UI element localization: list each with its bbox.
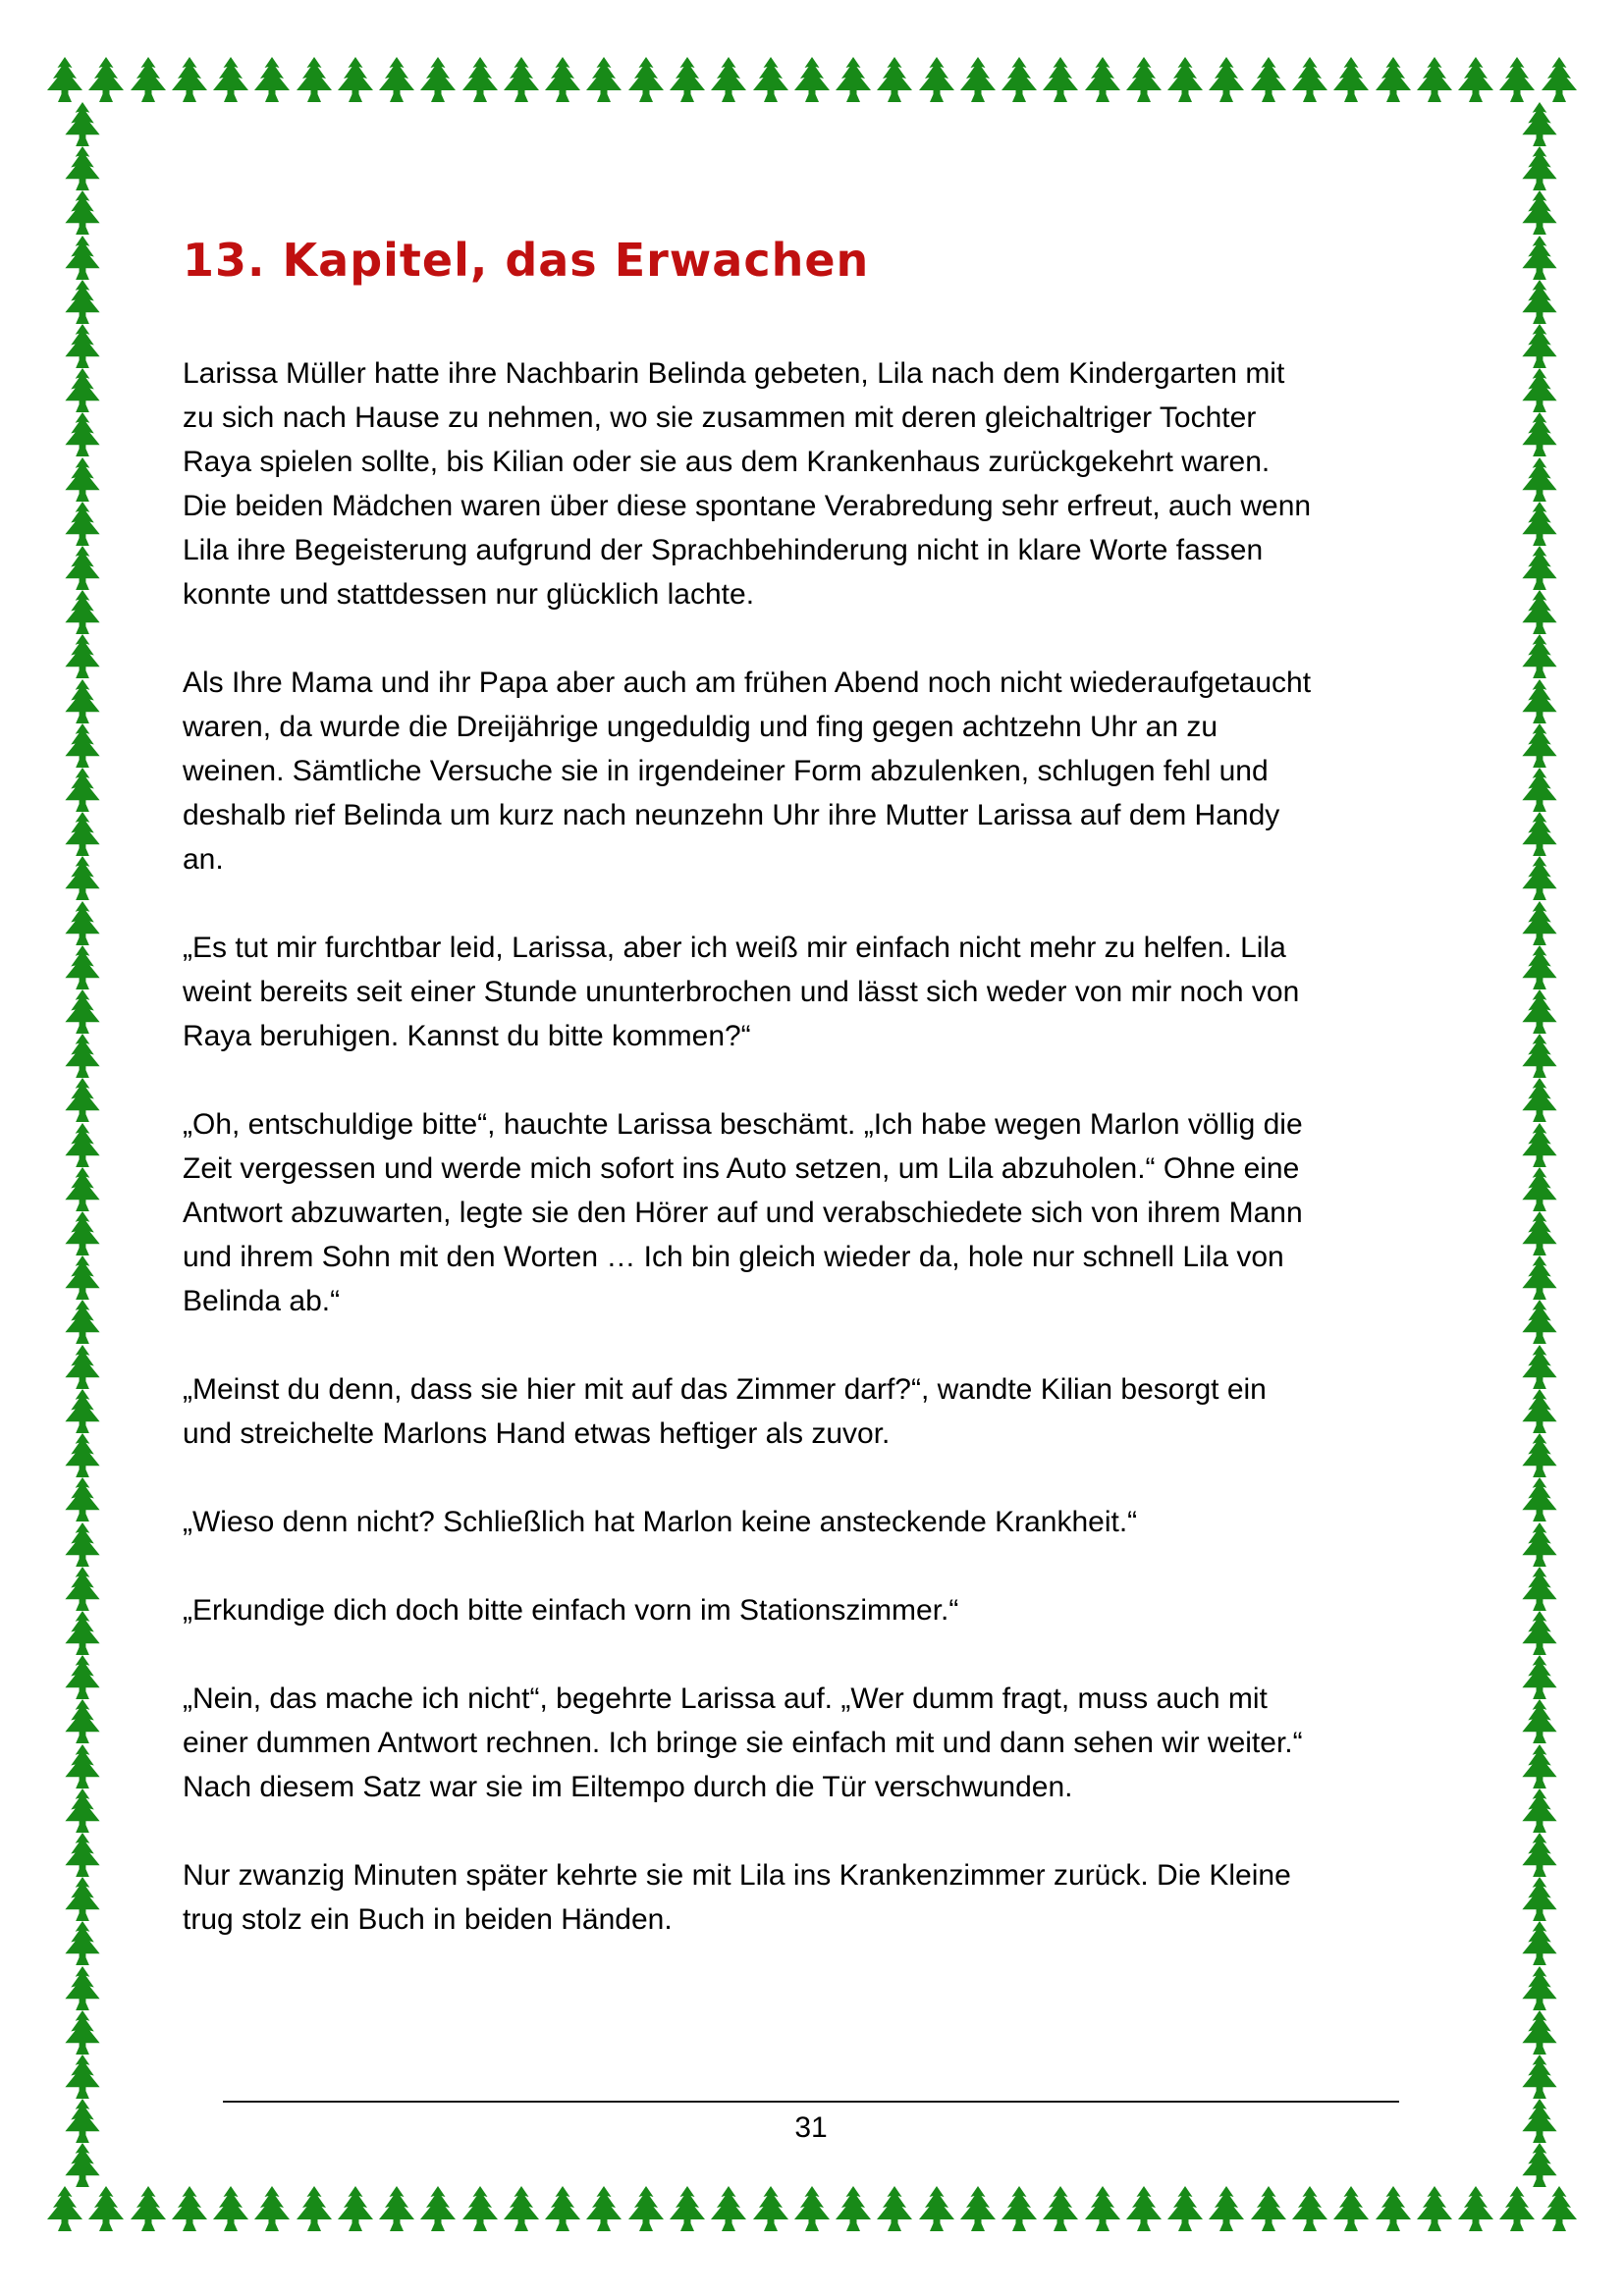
christmas-tree-icon (1520, 1567, 1559, 1611)
christmas-tree-icon (1331, 2186, 1371, 2231)
christmas-tree-icon (63, 1433, 102, 1477)
christmas-tree-icon (63, 989, 102, 1034)
christmas-tree-icon (1331, 57, 1371, 102)
christmas-tree-icon (1165, 57, 1205, 102)
story-paragraph: „Erkundige dich doch bitte einfach vorn im Stationszimmer.“ (183, 1594, 959, 1627)
christmas-tree-icon (1207, 2186, 1246, 2231)
christmas-tree-icon (1497, 2186, 1537, 2231)
footer-divider (223, 2101, 1399, 2103)
christmas-tree-icon (1290, 2186, 1329, 2231)
christmas-tree-icon (86, 2186, 126, 2231)
christmas-tree-icon (63, 1522, 102, 1567)
christmas-tree-icon (502, 2186, 541, 2231)
christmas-tree-icon (63, 901, 102, 945)
christmas-tree-icon (1520, 1389, 1559, 1433)
christmas-tree-icon (1083, 57, 1122, 102)
christmas-tree-icon (63, 2010, 102, 2055)
christmas-tree-icon (63, 1345, 102, 1389)
story-paragraph: „Wieso denn nicht? Schließlich hat Marlon keine ansteckende Krankheit.“ (183, 1506, 1138, 1538)
christmas-tree-icon (63, 368, 102, 412)
tree-border-top (45, 57, 1579, 104)
christmas-tree-icon (418, 57, 458, 102)
christmas-tree-icon (252, 57, 292, 102)
christmas-tree-icon (668, 57, 707, 102)
christmas-tree-icon (584, 57, 623, 102)
story-paragraph: „Meinst du denn, dass sie hier mit auf das Zimmer darf?“, wandte Kilian besorgt ein und streichelte Marlons Hand etwas heftiger als zuvor. (183, 1373, 1267, 1450)
christmas-tree-icon (63, 1833, 102, 1877)
christmas-tree-icon (1124, 2186, 1164, 2231)
christmas-tree-icon (1520, 812, 1559, 856)
christmas-tree-icon (170, 57, 209, 102)
christmas-tree-icon (1520, 2143, 1559, 2187)
chapter-heading: 13. Kapitel, das Erwachen (183, 234, 870, 287)
christmas-tree-icon (63, 1034, 102, 1078)
christmas-tree-icon (1520, 1034, 1559, 1078)
christmas-tree-icon (129, 57, 168, 102)
christmas-tree-icon (751, 57, 790, 102)
christmas-tree-icon (1207, 57, 1246, 102)
christmas-tree-icon (1520, 2055, 1559, 2099)
christmas-tree-icon (1520, 1522, 1559, 1567)
story-paragraph: Als Ihre Mama und ihr Papa aber auch am frühen Abend noch nicht wiederaufgetaucht waren, da wurde die Dreijährige ungeduldig und fing gegen achtzehn Uhr an zu weinen. Sämtliche Versuche sie in irgendeiner Form abzulenken, schlugen fehl und deshalb rief Belinda um kurz nach neunzehn Uhr ihre Mutter Larissa auf dem Handy an. (183, 667, 1312, 876)
christmas-tree-icon (1520, 989, 1559, 1034)
christmas-tree-icon (63, 856, 102, 900)
christmas-tree-icon (63, 1744, 102, 1789)
christmas-tree-icon (875, 57, 914, 102)
story-paragraph: „Es tut mir furchtbar leid, Larissa, aber ich weiß mir einfach nicht mehr zu helfen. Lila weint bereits seit einer Stunde ununterbrochen und lässt sich weder von mir noch von Raya beruhigen. Kannst du bitte kommen?“ (183, 932, 1300, 1052)
christmas-tree-icon (63, 236, 102, 280)
christmas-tree-icon (63, 1699, 102, 1743)
story-text (183, 351, 1312, 1942)
christmas-tree-icon (1249, 2186, 1288, 2231)
christmas-tree-icon (63, 1655, 102, 1699)
christmas-tree-icon (129, 2186, 168, 2231)
christmas-tree-icon (63, 146, 102, 190)
christmas-tree-icon (1520, 1078, 1559, 1122)
christmas-tree-icon (1520, 1345, 1559, 1389)
christmas-tree-icon (1540, 57, 1579, 102)
christmas-tree-icon (1520, 1433, 1559, 1477)
christmas-tree-icon (1520, 2010, 1559, 2055)
christmas-tree-icon (1520, 1744, 1559, 1789)
christmas-tree-icon (1520, 679, 1559, 723)
christmas-tree-icon (1520, 1833, 1559, 1877)
tree-border-left (63, 102, 104, 2188)
christmas-tree-icon (1520, 102, 1559, 146)
christmas-tree-icon (709, 57, 748, 102)
christmas-tree-icon (751, 2186, 790, 2231)
christmas-tree-icon (63, 280, 102, 324)
christmas-tree-icon (63, 590, 102, 634)
christmas-tree-icon (1415, 2186, 1454, 2231)
christmas-tree-icon (1374, 57, 1413, 102)
christmas-tree-icon (1520, 590, 1559, 634)
christmas-tree-icon (86, 57, 126, 102)
story-paragraph: „Oh, entschuldige bitte“, hauchte Larissa beschämt. „Ich habe wegen Marlon völlig die Zeit vergessen und werde mich sofort ins Auto setzen, um Lila abzuholen.“ Ohne eine Antwort abzuwarten, legte sie den Hörer auf und verabschiedete sich von ihrem Mann und ihrem Sohn mit den Worten … Ich bin gleich wieder da, hole nur schnell Lila von Belinda ab.“ (183, 1108, 1303, 1317)
christmas-tree-icon (63, 1167, 102, 1211)
christmas-tree-icon (63, 1611, 102, 1655)
christmas-tree-icon (460, 57, 500, 102)
christmas-tree-icon (336, 2186, 375, 2231)
christmas-tree-icon (63, 102, 102, 146)
christmas-tree-icon (1415, 57, 1454, 102)
story-paragraph: Larissa Müller hatte ihre Nachbarin Belinda gebeten, Lila nach dem Kindergarten mit zu sich nach Hause zu nehmen, wo sie zusammen mit deren gleichaltriger Tochter Raya spielen sollte, bis Kilian oder sie aus dem Krankenhaus zurückgekehrt waren. Die beiden Mädchen waren über diese spontane Verabredung sehr erfreut, auch wenn Lila ihre Begeisterung aufgrund der Sprachbehinderung nicht in klare Worte fassen konnte und stattdessen nur glücklich lachte. (183, 357, 1312, 611)
page-content (183, 234, 1312, 1986)
christmas-tree-icon (170, 2186, 209, 2231)
christmas-tree-icon (1520, 2099, 1559, 2143)
christmas-tree-icon (1520, 1699, 1559, 1743)
christmas-tree-icon (1290, 57, 1329, 102)
christmas-tree-icon (63, 190, 102, 235)
christmas-tree-icon (1520, 945, 1559, 989)
christmas-tree-icon (252, 2186, 292, 2231)
christmas-tree-icon (63, 2055, 102, 2099)
christmas-tree-icon (63, 2143, 102, 2187)
christmas-tree-icon (1520, 901, 1559, 945)
christmas-tree-icon (63, 324, 102, 368)
christmas-tree-icon (1041, 2186, 1080, 2231)
christmas-tree-icon (1520, 190, 1559, 235)
christmas-tree-icon (584, 2186, 623, 2231)
christmas-tree-icon (1000, 2186, 1039, 2231)
christmas-tree-icon (1124, 57, 1164, 102)
christmas-tree-icon (63, 768, 102, 812)
christmas-tree-icon (1520, 856, 1559, 900)
christmas-tree-icon (45, 57, 84, 102)
tree-border-right (1520, 102, 1561, 2188)
christmas-tree-icon (460, 2186, 500, 2231)
christmas-tree-icon (668, 2186, 707, 2231)
christmas-tree-icon (1520, 1789, 1559, 1833)
christmas-tree-icon (63, 634, 102, 678)
christmas-tree-icon (63, 412, 102, 456)
christmas-tree-icon (1497, 57, 1537, 102)
christmas-tree-icon (63, 679, 102, 723)
christmas-tree-icon (792, 2186, 832, 2231)
christmas-tree-icon (63, 1078, 102, 1122)
christmas-tree-icon (917, 57, 956, 102)
christmas-tree-icon (834, 2186, 873, 2231)
christmas-tree-icon (1520, 146, 1559, 190)
christmas-tree-icon (418, 2186, 458, 2231)
christmas-tree-icon (1540, 2186, 1579, 2231)
christmas-tree-icon (1249, 57, 1288, 102)
christmas-tree-icon (63, 1123, 102, 1167)
christmas-tree-icon (63, 1567, 102, 1611)
christmas-tree-icon (1520, 324, 1559, 368)
page-footer (223, 2101, 1399, 2146)
christmas-tree-icon (63, 457, 102, 502)
christmas-tree-icon (1456, 57, 1495, 102)
christmas-tree-icon (1520, 768, 1559, 812)
christmas-tree-icon (63, 1255, 102, 1300)
christmas-tree-icon (502, 57, 541, 102)
christmas-tree-icon (1165, 2186, 1205, 2231)
christmas-tree-icon (1520, 1477, 1559, 1522)
christmas-tree-icon (63, 812, 102, 856)
christmas-tree-icon (377, 57, 416, 102)
christmas-tree-icon (543, 2186, 582, 2231)
story-paragraph: „Nein, das mache ich nicht“, begehrte Larissa auf. „Wer dumm fragt, muss auch mit einer dummen Antwort rechnen. Ich bringe sie einfach mit und dann sehen wir weiter.“ Nach diesem Satz war sie im Eiltempo durch die Tür verschwunden. (183, 1682, 1303, 1803)
christmas-tree-icon (1520, 1300, 1559, 1344)
christmas-tree-icon (958, 57, 998, 102)
christmas-tree-icon (1520, 502, 1559, 546)
christmas-tree-icon (377, 2186, 416, 2231)
christmas-tree-icon (1520, 1255, 1559, 1300)
christmas-tree-icon (626, 57, 666, 102)
christmas-tree-icon (543, 57, 582, 102)
christmas-tree-icon (1520, 546, 1559, 590)
christmas-tree-icon (1520, 457, 1559, 502)
christmas-tree-icon (1520, 723, 1559, 768)
christmas-tree-icon (63, 1477, 102, 1522)
page-number: 31 (794, 2111, 828, 2144)
christmas-tree-icon (63, 1389, 102, 1433)
christmas-tree-icon (1456, 2186, 1495, 2231)
christmas-tree-icon (1041, 57, 1080, 102)
christmas-tree-icon (63, 1966, 102, 2010)
christmas-tree-icon (1000, 57, 1039, 102)
christmas-tree-icon (63, 502, 102, 546)
christmas-tree-icon (1520, 280, 1559, 324)
christmas-tree-icon (1520, 1167, 1559, 1211)
christmas-tree-icon (1520, 1966, 1559, 2010)
christmas-tree-icon (875, 2186, 914, 2231)
christmas-tree-icon (295, 57, 334, 102)
christmas-tree-icon (1083, 2186, 1122, 2231)
christmas-tree-icon (336, 57, 375, 102)
christmas-tree-icon (63, 1211, 102, 1255)
christmas-tree-icon (63, 1877, 102, 1921)
christmas-tree-icon (1374, 2186, 1413, 2231)
christmas-tree-icon (45, 2186, 84, 2231)
christmas-tree-icon (834, 57, 873, 102)
christmas-tree-icon (1520, 1655, 1559, 1699)
christmas-tree-icon (63, 1921, 102, 1965)
christmas-tree-icon (1520, 1921, 1559, 1965)
christmas-tree-icon (63, 546, 102, 590)
christmas-tree-icon (1520, 1123, 1559, 1167)
christmas-tree-icon (211, 2186, 250, 2231)
christmas-tree-icon (211, 57, 250, 102)
story-paragraph: Nur zwanzig Minuten später kehrte sie mit Lila ins Krankenzimmer zurück. Die Kleine trug stolz ein Buch in beiden Händen. (183, 1859, 1291, 1936)
christmas-tree-icon (1520, 368, 1559, 412)
christmas-tree-icon (295, 2186, 334, 2231)
christmas-tree-icon (1520, 1877, 1559, 1921)
christmas-tree-icon (917, 2186, 956, 2231)
christmas-tree-icon (63, 2099, 102, 2143)
christmas-tree-icon (1520, 412, 1559, 456)
christmas-tree-icon (63, 945, 102, 989)
christmas-tree-icon (709, 2186, 748, 2231)
christmas-tree-icon (1520, 236, 1559, 280)
christmas-tree-icon (958, 2186, 998, 2231)
christmas-tree-icon (1520, 1611, 1559, 1655)
christmas-tree-icon (63, 1789, 102, 1833)
tree-border-bottom (45, 2186, 1579, 2233)
christmas-tree-icon (1520, 634, 1559, 678)
christmas-tree-icon (626, 2186, 666, 2231)
christmas-tree-icon (1520, 1211, 1559, 1255)
christmas-tree-icon (63, 723, 102, 768)
christmas-tree-icon (63, 1300, 102, 1344)
christmas-tree-icon (792, 57, 832, 102)
